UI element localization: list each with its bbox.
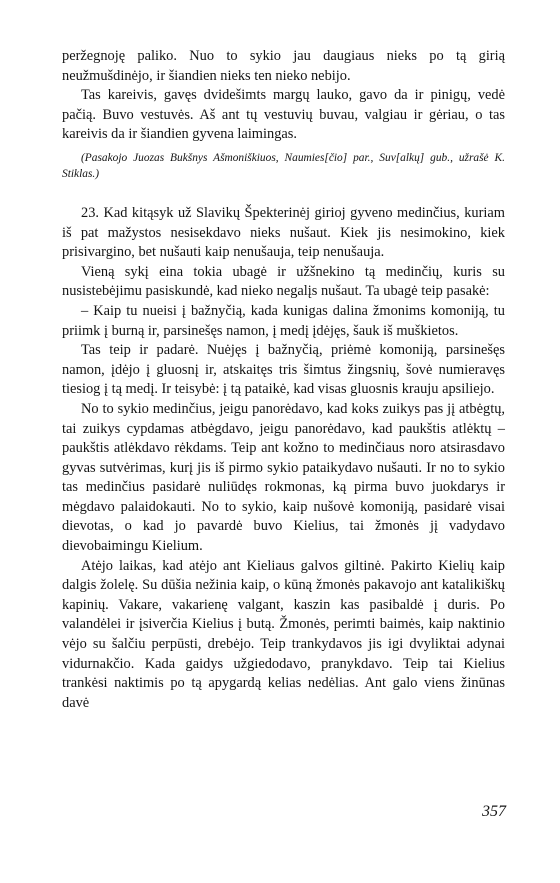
story-text: Kad kitąsyk už Slavikų Špekterinėj girioj gyveno medinčius, kuriam iš pat mažystos nesisekdavo nieks nušaut. Kiek jis nesimokino, kiek prisivargino, bet nušauti kaip nenušauja, teip nenušauja.: [62, 204, 505, 261]
paragraph: Vieną sykį eina tokia ubagė ir užšnekino tą medinčių, kuris su nusistebėjimu pasiskundė, kad nieko negalįs nušaut. Ta ubagė teip pasakė:: [62, 263, 505, 300]
paragraph: Tas teip ir padarė. Nuėjęs į bažnyčią, priėmė komoniją, parsinešęs namon, įdėjo į gluosnį ir, atskaitęs tris šimtus žingsnių, šovė numieravęs tiesiog į tą medį. Ir teisybė: į tą pataikė, kad visas gluosnis krauju apsiliejo.: [62, 342, 505, 398]
dialogue-paragraph: – Kaip tu nueisi į bažnyčią, kada kunigas dalina žmonims komoniją, tu priimk į burną ir, parsinešęs namon, į medį įdėjęs, šauk iš muškietos.: [62, 302, 505, 339]
paragraph-continued: peržegnoję paliko. Nuo to sykio jau daugiaus nieks po tą girią neužmušdinėjo, ir šiandien nieks ten nieko nebijo.: [62, 48, 505, 84]
paragraph: Atėjo laikas, kad atėjo ant Kieliaus galvos giltinė. Pakirto Kielių kaip dalgis žolelę. Su dūšia nežinia kaip, o kūną žmonės pakavojo ant katalikiškų kapinių. Vakare, vakarienę valgant, kaszin kas pasibaldė į duris. Po valandėlei ir įsiverčia Kielius į butą. Žmonės, perimti baimės, kaip naktinio vėjo su šalčiu perpūsti, drebėjo. Teip trankydavos jis igi dvyliktai adynai vidurnakčio. Kada gaidys užgiedodavo, pranykdavo. Teip tai Kielius trankėsi naktimis po tą apygardą kelias nedėlias. Ant galo viens žinūnas davė: [62, 557, 505, 711]
paragraph: Tas kareivis, gavęs dvidešimts margų lauko, gavo da ir pinigų, vedė pačią. Buvo vestuvės. Aš ant tų vestuvių buvau, valgiau ir gėriau, o tas kareivis da ir šiandien gyvena laimingas.: [62, 87, 505, 143]
page-number: 357: [482, 803, 506, 820]
story-first-paragraph: [62, 204, 505, 263]
story-number: 23.: [81, 204, 99, 221]
source-citation: (Pasakojo Juozas Bukšnys Ašmoniškiuos, Naumies[čio] par., Suv[alkų] gub., užrašė K. Stiklas.): [62, 151, 505, 180]
paragraph: No to sykio medinčius, jeigu panorėdavo, kad koks zuikys pas jį atbėgtų, tai zuikys cypdamas atbėgdavo, jeigu panorėdavo, kad paukštis atlėktų – paukštis atlėkdavo rėkdams. Teip ant kožno to medinčiaus noro atsirasdavo gyvas sutvėrimas, kurį jis iš pirmo sykio pataikydavo nušauti. Ir no to sykio tas medinčius pasidarė nuliūdęs rokmonas, ką pirma buvo juokdarys ir mėgdavo palaidokauti. No to sykio, kaip nušovė komoniją, pasidarė visai dievotas, o kad jo pavardė buvo Kielius, tai žmonės jį vadydavo dievobaimingu Kielium.: [62, 400, 505, 555]
page-body: [62, 47, 505, 713]
